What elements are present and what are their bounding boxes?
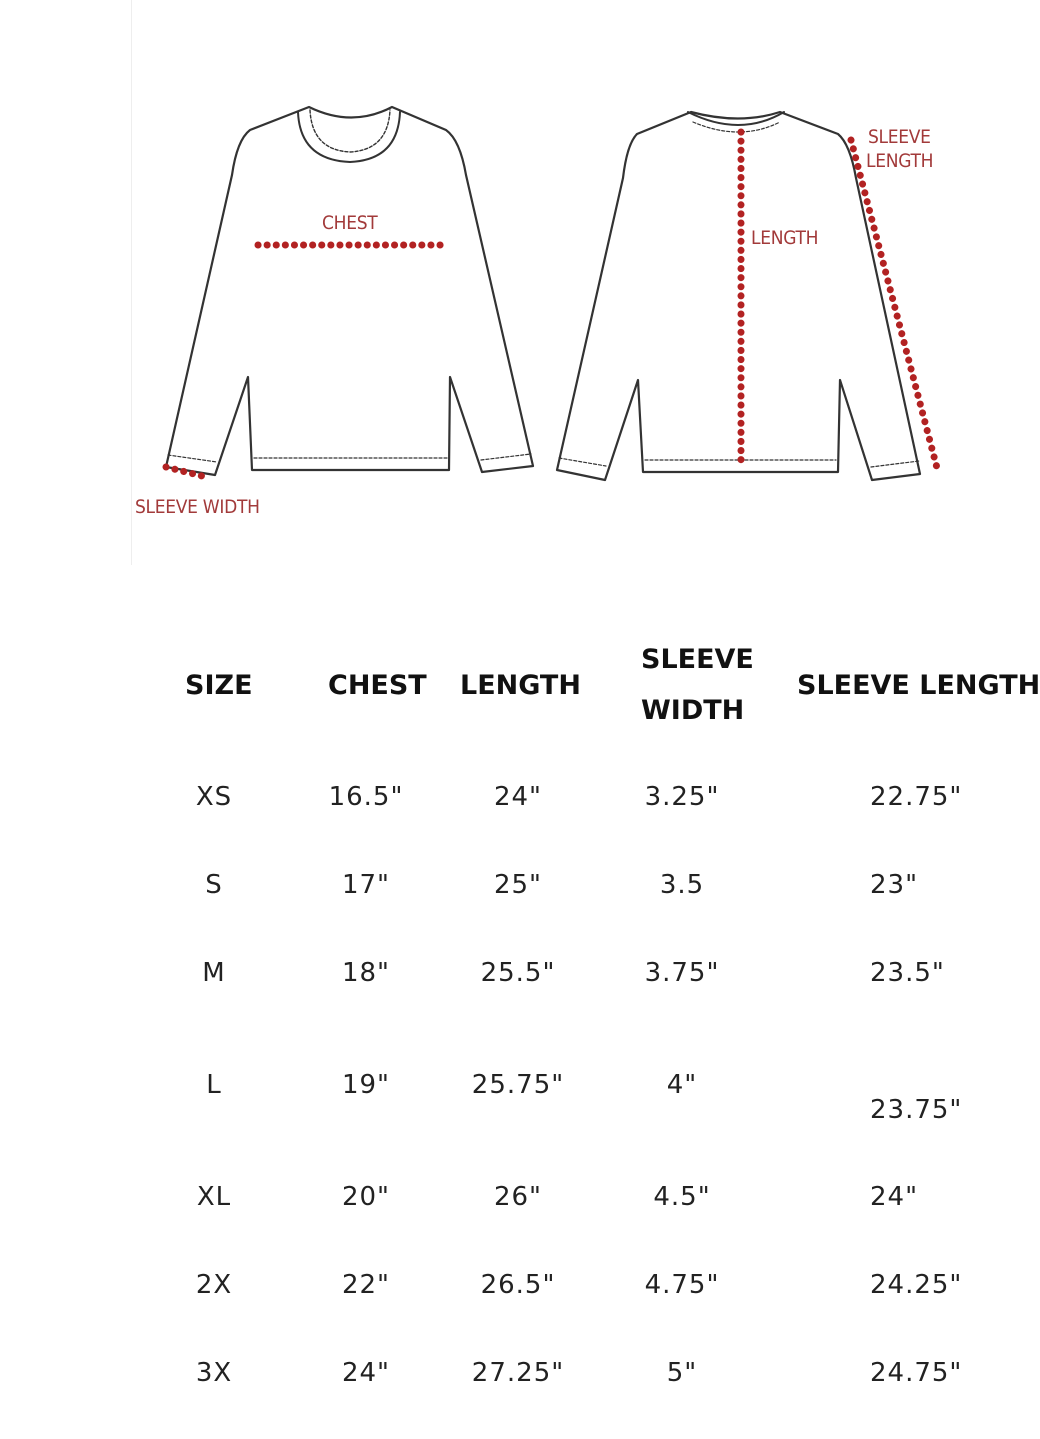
cell-size: M: [202, 958, 226, 988]
front-collar: [298, 112, 400, 162]
header-sleeve-length: SLEEVE LENGTH: [797, 670, 1040, 701]
cell-length: 27.25": [471, 1358, 565, 1388]
cell-length: 26.5": [480, 1270, 556, 1300]
cell-sleeve-width: 4": [666, 1070, 698, 1100]
cell-sleeve-length: 23.75": [870, 1095, 963, 1125]
cell-chest: 19": [341, 1070, 391, 1100]
cell-length: 25.75": [471, 1070, 565, 1100]
cell-size: 2X: [195, 1270, 233, 1300]
cell-sleeve-length: 23.5": [870, 958, 945, 988]
cell-chest: 18": [341, 958, 391, 988]
chest-label: CHEST: [322, 212, 378, 234]
sleeve-length-label-line2: LENGTH: [866, 150, 934, 172]
sleeve-width-label: SLEEVE WIDTH: [135, 496, 260, 518]
cell-chest: 22": [341, 1270, 391, 1300]
garment-measurement-diagram: [0, 0, 1024, 580]
cell-sleeve-width: 5": [666, 1358, 698, 1388]
header-sleeve-width-line1: SLEEVE: [641, 644, 754, 675]
back-collar-stitch: [693, 122, 780, 132]
cell-chest: 16.5": [328, 782, 404, 812]
front-collar-inner: [310, 110, 390, 152]
cell-sleeve-length: 24": [870, 1182, 919, 1212]
header-sleeve-width-line2: WIDTH: [641, 695, 745, 726]
cell-sleeve-length: 24.25": [870, 1270, 963, 1300]
cell-length: 25": [493, 870, 543, 900]
front-right-cuff-stitch: [481, 454, 531, 460]
cell-sleeve-length: 24.75": [870, 1358, 963, 1388]
cell-size: L: [206, 1070, 222, 1100]
header-chest: CHEST: [328, 670, 427, 701]
cell-sleeve-width: 3.5: [659, 870, 705, 900]
back-right-cuff-stitch: [871, 461, 919, 467]
cell-chest: 20": [341, 1182, 391, 1212]
front-left-cuff-stitch: [168, 455, 217, 462]
cell-length: 26": [493, 1182, 543, 1212]
sleeve-length-label-line1: SLEEVE: [868, 126, 931, 148]
cell-size: XS: [195, 782, 233, 812]
header-length: LENGTH: [460, 670, 581, 701]
cell-size: 3X: [195, 1358, 233, 1388]
cell-sleeve-width: 4.75": [644, 1270, 720, 1300]
cell-sleeve-width: 3.25": [644, 782, 720, 812]
cell-sleeve-length: 23": [870, 870, 919, 900]
back-left-cuff-stitch: [559, 458, 606, 466]
length-label: LENGTH: [751, 227, 819, 249]
cell-chest: 24": [341, 1358, 391, 1388]
cell-size: XL: [196, 1182, 232, 1212]
sleeve-length-measure-line: [851, 140, 937, 468]
cell-chest: 17": [341, 870, 391, 900]
cell-length: 24": [493, 782, 543, 812]
size-chart-table: [130, 620, 1040, 1420]
cell-sleeve-width: 4.5": [653, 1182, 711, 1212]
cell-size: S: [205, 870, 223, 900]
cell-sleeve-width: 3.75": [644, 958, 720, 988]
cell-sleeve-length: 22.75": [870, 782, 963, 812]
header-size: SIZE: [185, 670, 253, 701]
cell-length: 25.5": [480, 958, 556, 988]
